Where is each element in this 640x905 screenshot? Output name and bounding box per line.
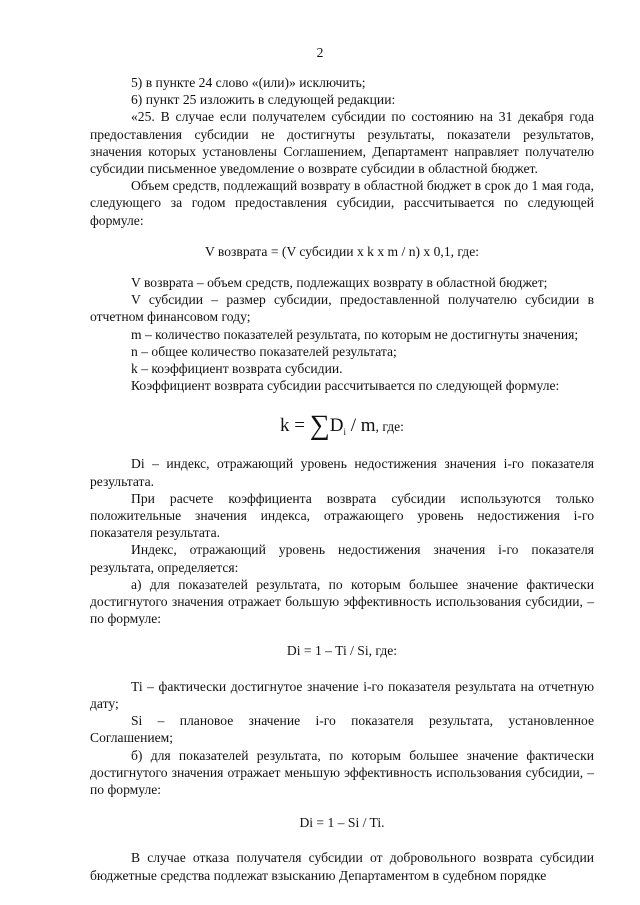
paragraph: Объем средств, подлежащий возврату в областной бюджет в срок до 1 мая года, следующего за годом предоставления субсидии, рассчитывается по следующей формуле: (90, 178, 594, 228)
paragraph: Ti – фактически достигнутое значение i-го показателя результата на отчетную дату; (90, 678, 594, 711)
formula-gde: , где: (375, 419, 404, 435)
paragraph: 5) в пункте 24 слово «(или)» исключить; (131, 75, 366, 90)
paragraph: а) для показателей результата, по которым большее значение фактически достигнутого значения отражает большую эффективность использования субсидии, – по формуле: (90, 576, 594, 627)
paragraph: V субсидии – размер субсидии, предоставленной получателю субсидии в отчетном финансовом году; (90, 292, 594, 325)
paragraph: Si – плановое значение i-го показателя результата, установленное Соглашением; (90, 713, 594, 746)
formula-subscript-i: i (343, 427, 346, 438)
paragraph: В случае отказа получателя субсидии от добровольного возврата субсидии бюджетные средства подлежат взысканию Департаментом в судебном порядке (90, 850, 594, 883)
paragraph: Индекс, отражающий уровень недостижения значения i-го показателя результата, определяется: (90, 542, 594, 575)
paragraph: «25. В случае если получателем субсидии по состоянию на 31 декабря года предоставления субсидии не достигнуты результаты, показатели результатов, значения которых установлены Соглашением, Департамент направляет получателю субсидии письменное уведомление о возврате субсидии в областной бюджет. (90, 109, 594, 177)
formula-rest: / m (345, 415, 376, 437)
document-body (90, 74, 594, 884)
formula-lhs: k = (280, 415, 310, 437)
paragraph: m – количество показателей результата, по которым не достигнуты значения; (131, 326, 579, 342)
formula-v-return: V возврата = (V субсидии x k x m / n) x 0,1, где: (204, 243, 480, 259)
paragraph: k – коэффициент возврата субсидии. (131, 361, 343, 377)
paragraph: n – общее количество показателей результата; (131, 343, 397, 359)
paragraph: При расчете коэффициента возврата субсидии используются только положительные значения индекса, отражающего уровень недостижения i-го показателя результата. (90, 490, 594, 541)
paragraph: V возврата – объем средств, подлежащих возврату в областной бюджет; (131, 275, 548, 291)
paragraph: Di – индекс, отражающий уровень недостижения значения i-го показателя результата. (90, 456, 594, 489)
paragraph: Коэффициент возврата субсидии рассчитывается по следующей формуле: (131, 378, 560, 394)
paragraph: б) для показателей результата, по которым большее значение фактически достигнутого значения отражает меньшую эффективность использования субсидии, – по формуле: (90, 747, 594, 797)
formula-k-coefficient (90, 410, 594, 441)
formula-di-b: Di = 1 – Si / Ti. (299, 815, 385, 831)
paragraph: 6) пункт 25 изложить в следующей редакции: (131, 92, 396, 108)
page-number: 2 (316, 45, 324, 60)
formula-d: D (329, 415, 344, 437)
formula-di-a: Di = 1 – Ti / Si, где: (286, 643, 398, 659)
sum-sign: ∑ (309, 410, 330, 442)
